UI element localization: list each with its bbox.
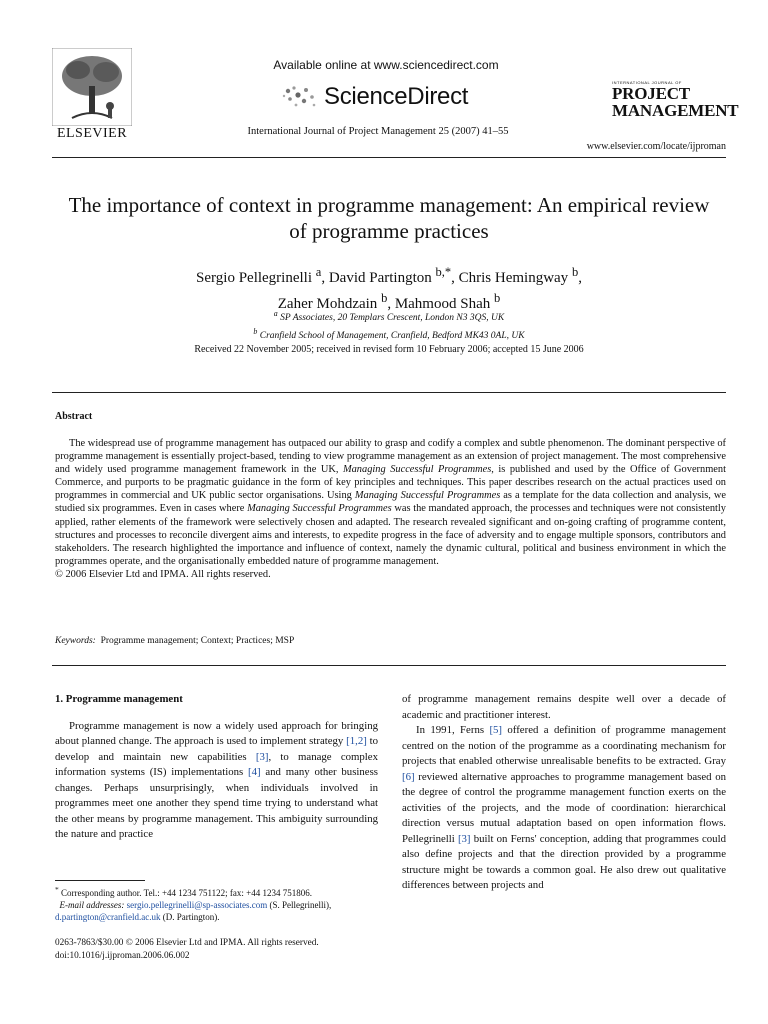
body-paragraph <box>402 723 726 894</box>
author-separator: , <box>451 270 459 286</box>
author-name: Sergio Pellegrinelli <box>196 270 313 286</box>
author-separator: , <box>321 270 329 286</box>
author-separator: , <box>387 296 395 312</box>
author-affiliation-mark: b,* <box>435 265 452 279</box>
email-owner: (S. Pellegrinelli), <box>267 900 332 910</box>
body-text: , to manage complex information systems (IS) implementations <box>55 750 378 778</box>
affiliation-text: Cranfield School of Management, Cranfield, Bedford MK43 0AL, UK <box>259 331 525 342</box>
abstract-heading: Abstract <box>55 411 93 422</box>
footnote <box>55 884 378 923</box>
author-affiliation-mark: b <box>571 265 579 279</box>
body-text: to develop and maintain new capabilities <box>55 735 378 763</box>
abstract-italic: Managing Successful Programmes <box>354 490 501 502</box>
body-column-left <box>55 692 378 843</box>
journal-logo-small-text: INTERNATIONAL JOURNAL OF <box>612 80 682 85</box>
citation-link[interactable]: [3] <box>457 832 471 845</box>
abstract-paragraph <box>55 437 726 568</box>
footnote-text: Corresponding author. Tel.: +44 1234 751122; fax: +44 1234 751806. <box>58 888 313 898</box>
keywords-list: Programme management; Context; Practices; MSP <box>100 636 295 646</box>
issn-doi <box>55 937 378 963</box>
affiliation-mark: b <box>253 327 258 337</box>
author-name: David Partington <box>328 270 432 286</box>
abstract-italic: Managing Successful Programmes <box>342 464 492 476</box>
keywords <box>55 636 726 646</box>
citation-link[interactable]: [5] <box>489 724 503 736</box>
keywords-label: Keywords: <box>55 636 96 646</box>
sciencedirect-logo[interactable] <box>280 80 468 114</box>
body-text: built on Ferns' conception, adding that programmes could also define projects and that the direction provided by a programme structure might be towards a common goal. He also drew out qualitative differences between projects and <box>402 832 726 891</box>
author-name: Chris Hemingway <box>458 270 569 286</box>
author-affiliation-mark: b <box>381 291 388 305</box>
affiliations <box>60 307 718 343</box>
journal-logo-line2: MANAGEMENT <box>612 101 739 120</box>
body-paragraph <box>55 719 378 843</box>
abstract-text: , is published and used by the Office of Government Commerce, and purports to be pragmatic guidance in the form of key principles and techniques. This paper describes research on the actual practices used on programmes in commercial and UK public sector organisations. Using <box>55 464 726 502</box>
footnote-corresponding <box>55 884 378 899</box>
citation-link[interactable]: [1,2] <box>346 735 367 747</box>
journal-url[interactable]: www.elsevier.com/locate/ijproman <box>586 141 726 152</box>
sciencedirect-dots-icon <box>280 83 320 111</box>
abstract-text: The widespread use of programme management has outpaced our ability to grasp and codify a complex and subtle phenomenon. The dominant perspective of programme management is essentially project-based, tending to view programme management as an extension of project management. The most comprehensive and widely used programme management framework in the UK, <box>55 438 726 476</box>
affiliation-text: SP Associates, 20 Templars Crescent, London N3 3QS, UK <box>280 313 505 324</box>
doi-line[interactable]: doi:10.1016/j.ijproman.2006.06.002 <box>55 951 190 961</box>
author-name: Zaher Mohdzain <box>277 296 378 312</box>
author-separator: , <box>578 270 582 286</box>
author-affiliation-mark: b <box>493 291 501 305</box>
abstract-top-divider <box>52 392 726 393</box>
abstract-italic: Managing Successful Programmes <box>247 503 392 515</box>
publisher-name: ELSEVIER <box>56 126 128 141</box>
body-text: offered a definition of programme management centred on the notion of the programme as a coordinating mechanism for projects that enabled otherwise unrealisable benefits to be extracted. Gray <box>402 724 726 767</box>
email-link[interactable]: sergio.pellegrinelli@sp-associates.com <box>126 900 268 910</box>
author-name: Mahmood Shah <box>394 296 491 312</box>
journal-logo <box>612 80 739 120</box>
sciencedirect-wordmark: ScienceDirect <box>324 83 469 110</box>
body-text: and many other business changes. Perhaps unsurprisingly, when individuals involved in programmes meet one another they spend time trying to understand what the other means by programme management. This ambiguity surrounding the nature and practice <box>55 766 378 840</box>
email-link[interactable]: d.partington@cranfield.ac.uk <box>55 912 161 922</box>
received-dates: Received 22 November 2005; received in revised form 10 February 2006; accepted 15 June 2006 <box>194 344 584 355</box>
body-text: reviewed alternative approaches to programme management based on the degree of control the programme management function exerts on the activities of the projects, and the mode of coordination: hierarchical direction versus mutual adaptation based on open information flows. Pellegrinelli <box>402 770 726 845</box>
abstract-copyright: © 2006 Elsevier Ltd and IPMA. All rights reserved. <box>55 568 271 580</box>
issn-line: 0263-7863/$30.00 © 2006 Elsevier Ltd and IPMA. All rights reserved. <box>55 938 319 948</box>
footnote-mark: * <box>55 885 59 894</box>
citation-link[interactable]: [3] <box>255 750 269 763</box>
available-online-text[interactable]: Available online at www.sciencedirect.com <box>273 58 499 72</box>
citation-link[interactable]: [6] <box>402 770 415 783</box>
body-paragraph: of programme management remains despite well over a decade of academic and practitioner interest. <box>402 693 726 721</box>
affiliation-line <box>60 325 718 343</box>
email-owner: (D. Partington). <box>160 912 220 922</box>
journal-citation: International Journal of Project Management 25 (2007) 41–55 <box>247 126 509 137</box>
abstract-text: was the mandated approach, the processes and techniques were not consistently applied, rather elements of the framework were selectively chosen and adapted. The research revealed significant and on-going crafting of programme content, structures and processes to reconcile divergent aims and interests, to expedite progress in the face of adversity and to engage multiple sponsors, contributors and stakeholders. The research highlighted the importance and influence of context, namely the dynamic cultural, political and business environment in which the programmes operate, and the organisationally embedded nature of programme management. <box>55 503 726 567</box>
body-text: In 1991, Ferns <box>416 724 490 736</box>
abstract-text: as a template for the data collection and analysis, we studied six programmes. Even in cases where <box>55 490 727 515</box>
citation-link[interactable]: [4] <box>247 766 261 778</box>
body-column-right <box>402 692 726 894</box>
abstract-bottom-divider <box>52 665 726 666</box>
body-text: Programme management is now a widely used approach for bringing about planned change. The approach is used to implement strategy <box>55 719 378 747</box>
abstract-body <box>55 437 726 581</box>
article-title: The importance of context in programme management: An empirical review of programme practices <box>68 193 710 243</box>
journal-logo-line1: PROJECT <box>612 84 690 103</box>
section-heading: 1. Programme management <box>55 693 183 705</box>
header-divider <box>52 157 726 158</box>
affiliation-mark: a <box>273 309 278 318</box>
footnote-divider <box>55 880 145 881</box>
affiliation-line <box>60 307 718 325</box>
email-label: E-mail addresses: <box>59 900 125 910</box>
footnote-emails <box>55 899 378 923</box>
author-affiliation-mark: a <box>315 265 322 279</box>
